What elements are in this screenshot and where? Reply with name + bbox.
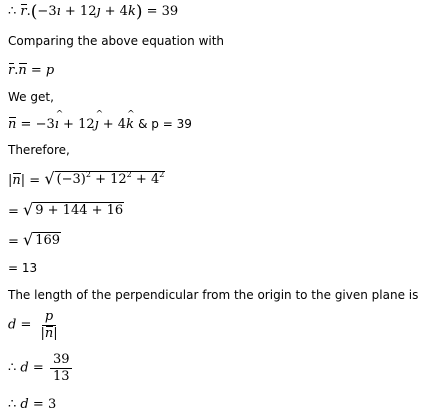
fraction [50, 353, 73, 383]
equation-distance-values [8, 353, 74, 383]
coefficient: + 12 [60, 4, 97, 19]
therefore-symbol: ∴ [8, 4, 17, 19]
text-and-p: & p = 39 [138, 117, 192, 131]
radicand: 169 [35, 233, 61, 248]
equation-normal-vector [8, 118, 192, 131]
unit-i: ı ^ [57, 5, 61, 18]
equation-distance-formula [8, 310, 63, 340]
unit-k: k ^ [128, 5, 136, 18]
abs-bar: | [8, 173, 13, 189]
equals-sign: = [32, 360, 44, 376]
equation-final-distance [8, 398, 56, 411]
equals-sign: = [20, 117, 32, 132]
fraction [38, 310, 61, 340]
radical-sign: √ [23, 230, 34, 250]
equals-sign: = [146, 4, 158, 19]
vector-r: r [8, 63, 15, 78]
equation-general-form [8, 64, 54, 77]
text-comparing: Comparing the above equation with [8, 34, 225, 48]
equals-sign: = [20, 317, 32, 333]
therefore-symbol: ∴ [8, 360, 17, 376]
exponent: 2 [85, 170, 91, 179]
numerator: p [42, 310, 56, 326]
coefficient: + 12 [58, 117, 95, 132]
radicand: 9 + 144 + 16 [35, 203, 124, 218]
coefficient: −3 [35, 117, 55, 132]
radicand [55, 171, 166, 187]
coefficient: + 4 [100, 4, 128, 19]
radical-sign: √ [44, 169, 55, 189]
unit-j: ȷ ^ [95, 118, 99, 131]
coefficient: −3 [37, 4, 57, 19]
text-we-get: We get, [8, 90, 54, 104]
abs-bar: | [20, 173, 26, 189]
exponent: 2 [159, 170, 165, 179]
equation-sum [8, 202, 124, 218]
dot-operator: . [14, 63, 19, 78]
variable-p: p [45, 63, 55, 78]
unit-j: ȷ ^ [96, 5, 100, 18]
equation-169 [8, 232, 61, 248]
vector-r: r [20, 4, 27, 19]
constant-value: 39 [161, 4, 179, 19]
result-value: 3 [47, 397, 57, 412]
vector-n: n [12, 173, 21, 189]
equation-plane-vector-form [8, 4, 178, 21]
text-perpendicular-length: The length of the perpendicular from the origin to the given plane is [8, 288, 419, 302]
close-paren: ) [135, 2, 143, 22]
square-root [44, 171, 165, 187]
text-therefore: Therefore, [8, 143, 70, 157]
equals-sign: = [8, 234, 19, 250]
open-paren: ( [30, 2, 38, 22]
variable-d: d [20, 397, 29, 412]
numerator: 39 [50, 353, 73, 369]
variable-d: d [8, 317, 17, 333]
abs-n [8, 174, 25, 187]
radical-sign: √ [23, 200, 34, 220]
equals-sign: = [29, 173, 41, 189]
equals-sign: = [8, 204, 19, 220]
coefficient: + 4 [98, 117, 127, 132]
denominator: 13 [52, 368, 70, 384]
plus: + [131, 172, 151, 187]
vector-n: n [18, 63, 27, 78]
equation-modulus-n [8, 171, 165, 187]
equals-sign: = [32, 397, 44, 412]
exponent: 2 [126, 170, 132, 179]
unit-k: k ^ [126, 118, 134, 131]
term: (−3) [56, 172, 86, 187]
dot-operator: . [26, 4, 31, 19]
text-result-13: = 13 [8, 261, 38, 275]
term: 12 [110, 172, 127, 187]
term: 4 [150, 172, 160, 187]
unit-i: ı ^ [55, 118, 59, 131]
variable-d: d [20, 360, 29, 376]
abs-bar: | [40, 325, 45, 341]
vector-n: n [44, 325, 54, 341]
vector-n: n [8, 117, 17, 132]
denominator [38, 326, 61, 341]
plus: + [90, 172, 111, 187]
therefore-symbol: ∴ [8, 397, 17, 412]
abs-bar: | [53, 325, 58, 341]
square-root [23, 232, 61, 248]
equals-sign: = [30, 63, 42, 78]
square-root [23, 202, 124, 218]
